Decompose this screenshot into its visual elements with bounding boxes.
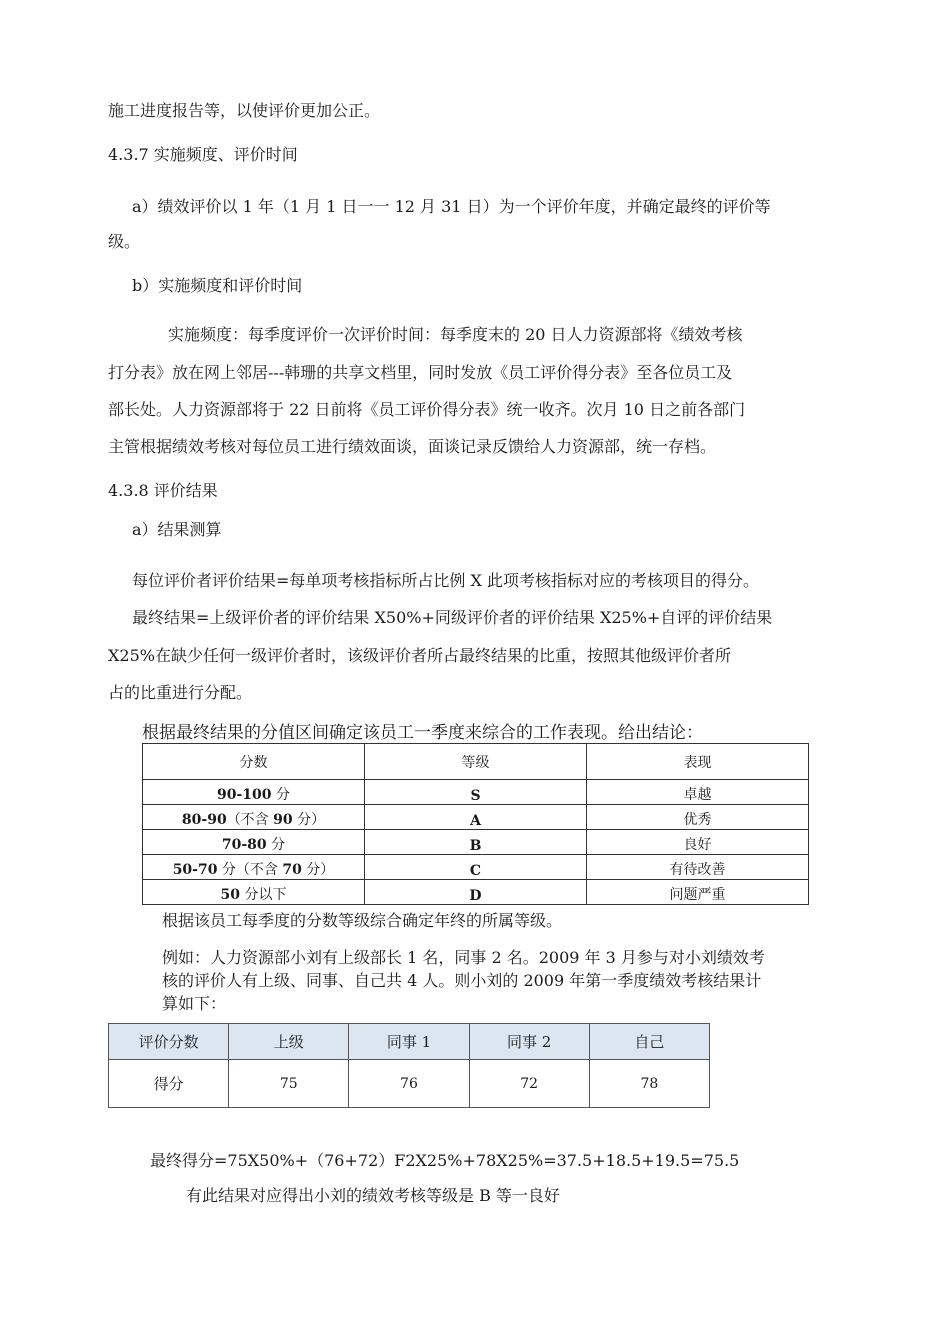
frequency-line-1: 实施频度：每季度评价一次评价时间：每季度末的 20 日人力资源部将《绩效考核 bbox=[168, 325, 743, 344]
example-line-1: 例如：人力资源部小刘有上级部长 1 名，同事 2 名。2009 年 3 月参与对小刘绩效考 bbox=[162, 948, 765, 967]
table-row bbox=[143, 780, 809, 805]
table-row bbox=[143, 855, 809, 880]
paragraph-continuation: 施工进度报告等，以使评价更加公正。 bbox=[108, 101, 381, 120]
example-line-3: 算如下： bbox=[162, 994, 227, 1013]
section-heading-4-3-7: 4.3.7 实施频度、评价时间 bbox=[108, 145, 298, 164]
item-a-result: a）结果测算 bbox=[132, 520, 222, 539]
score-superior: 75 bbox=[229, 1060, 349, 1108]
calc-rule-2-line-1: 最终结果=上级评价者的评价结果 X50%+同级评价者的评价结果 X25%+自评的评价结果 bbox=[132, 608, 773, 627]
row-label-score: 得分 bbox=[109, 1060, 229, 1108]
score-colleague-1: 76 bbox=[349, 1060, 469, 1108]
table-row bbox=[109, 1060, 710, 1108]
table-row bbox=[143, 805, 809, 830]
frequency-line-3: 部长处。人力资源部将于 22 日前将《员工评价得分表》统一收齐。次月 10 日之前各部门 bbox=[108, 400, 746, 419]
score-range: 50-70 分（不含 70 分） bbox=[143, 855, 365, 880]
grade-letter: B bbox=[365, 830, 587, 855]
header-superior: 上级 bbox=[229, 1024, 349, 1060]
score-range: 70-80 分 bbox=[143, 830, 365, 855]
grade-letter: S bbox=[365, 780, 587, 805]
performance-text: 有待改善 bbox=[587, 855, 809, 880]
grade-table-header bbox=[143, 744, 809, 780]
table-row bbox=[143, 830, 809, 855]
performance-text: 优秀 bbox=[587, 805, 809, 830]
after-grade-table-text: 根据该员工每季度的分数等级综合确定年终的所属等级。 bbox=[162, 911, 563, 930]
score-table-header bbox=[109, 1024, 710, 1060]
performance-text: 良好 bbox=[587, 830, 809, 855]
score-range: 50 分以下 bbox=[143, 880, 365, 905]
conclusion-text: 有此结果对应得出小刘的绩效考核等级是 B 等一良好 bbox=[186, 1186, 560, 1205]
grade-table bbox=[142, 743, 809, 905]
frequency-line-2: 打分表》放在网上邻居---韩珊的共享文档里，同时发放《员工评价得分表》至各位员工及 bbox=[108, 363, 733, 382]
grade-table-intro: 根据最终结果的分值区间确定该员工一季度来综合的工作表现。给出结论： bbox=[142, 723, 703, 743]
score-self: 78 bbox=[589, 1060, 709, 1108]
item-b: b）实施频度和评价时间 bbox=[132, 276, 303, 295]
calc-rule-1: 每位评价者评价结果=每单项考核指标所占比例 X 此项考核指标对应的考核项目的得分。 bbox=[132, 571, 759, 590]
performance-text: 问题严重 bbox=[587, 880, 809, 905]
header-performance: 表现 bbox=[587, 744, 809, 780]
item-a-line-2: 级。 bbox=[108, 232, 141, 251]
header-colleague-2: 同事 2 bbox=[469, 1024, 589, 1060]
example-line-2: 核的评价人有上级、同事、自己共 4 人。则小刘的 2009 年第一季度绩效考核结果计 bbox=[162, 971, 762, 990]
section-heading-4-3-8: 4.3.8 评价结果 bbox=[108, 481, 218, 500]
item-a-line-1: a）绩效评价以 1 年（1 月 1 日一一 12 月 31 日）为一个评价年度，并确定最终的评价等 bbox=[132, 197, 771, 216]
grade-letter: D bbox=[365, 880, 587, 905]
calc-rule-2-line-2: X25%在缺少任何一级评价者时，该级评价者所占最终结果的比重，按照其他级评价者所 bbox=[108, 646, 731, 665]
performance-text: 卓越 bbox=[587, 780, 809, 805]
header-self: 自己 bbox=[589, 1024, 709, 1060]
header-colleague-1: 同事 1 bbox=[349, 1024, 469, 1060]
grade-letter: A bbox=[365, 805, 587, 830]
score-colleague-2: 72 bbox=[469, 1060, 589, 1108]
grade-letter: C bbox=[365, 855, 587, 880]
header-grade: 等级 bbox=[365, 744, 587, 780]
table-row bbox=[143, 880, 809, 905]
header-score: 分数 bbox=[143, 744, 365, 780]
header-score-label: 评价分数 bbox=[109, 1024, 229, 1060]
score-range: 80-90（不含 90 分） bbox=[143, 805, 365, 830]
score-range: 90-100 分 bbox=[143, 780, 365, 805]
score-table bbox=[108, 1023, 710, 1108]
calc-rule-2-line-3: 占的比重进行分配。 bbox=[108, 683, 253, 702]
final-score-formula: 最终得分=75X50%+（76+72）F2X25%+78X25%=37.5+18.5+19.5=75.5 bbox=[150, 1151, 740, 1170]
frequency-line-4: 主管根据绩效考核对每位员工进行绩效面谈，面谈记录反馈给人力资源部，统一存档。 bbox=[108, 437, 717, 456]
